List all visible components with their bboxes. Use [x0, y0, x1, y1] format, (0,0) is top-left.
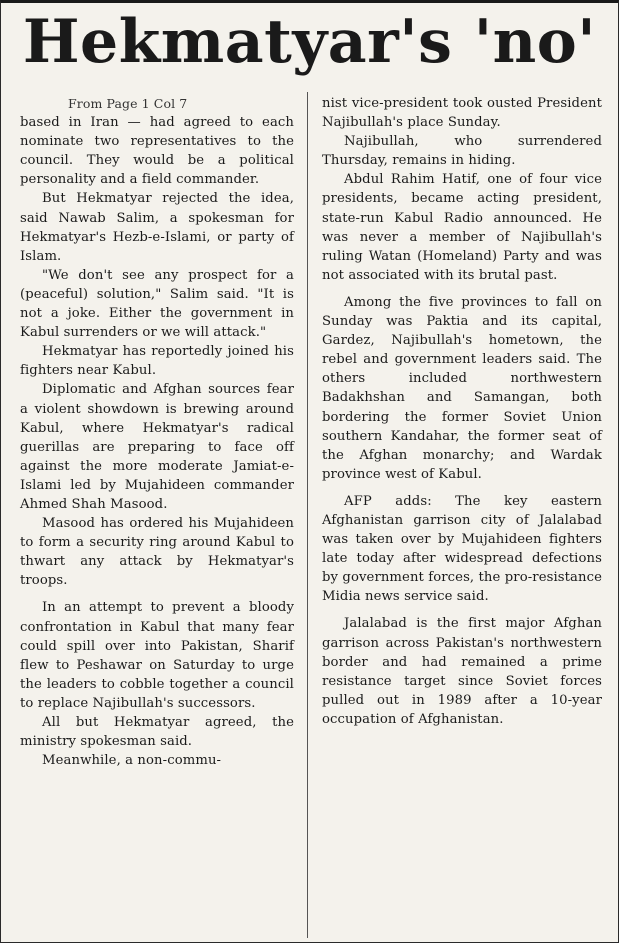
paragraph: Among the five provinces to fall on Sunday was Paktia and its capital, Gardez, Najibullah's hometown, the rebel and government leaders said. The others included northwestern Badakhshan and Samangan, both bordering the former Soviet Union southern Kandahar, the former seat of the Afghan monarchy; and Wardak province west of Kabul.	[322, 294, 602, 482]
paragraph: Jalalabad is the first major Afghan garrison across Pakistan's northwestern border and had remained a prime resistance target since Soviet forces pulled out in 1989 after a 10-year occupation of Afghanistan.	[322, 616, 602, 727]
paragraph: Hekmatyar has reportedly joined his fighters near Kabul.	[20, 344, 294, 379]
paragraph: nist vice-president took ousted President Najibullah's place Sunday.	[322, 96, 602, 131]
paragraph: Masood has ordered his Mujahideen to form a security ring around Kabul to thwart any attack by Hekmatyar's troops.	[20, 516, 294, 589]
article-column-left	[20, 94, 294, 770]
paragraph: Meanwhile, a non-commu-	[42, 753, 222, 769]
paragraph: In an attempt to prevent a bloody confrontation in Kabul that many fear could spill over into Pakistan, Sharif flew to Peshawar on Saturday to urge the leaders to cobble together a council to replace Najibullah's successors.	[20, 600, 294, 711]
column-divider	[307, 92, 308, 938]
paragraph: Abdul Rahim Hatif, one of four vice presidents, became acting president, state-run Kabul Radio announced. He was never a member of Najibullah's ruling Watan (Homeland) Party and was not associated with its brutal past.	[322, 172, 602, 283]
jump-line: From Page 1 Col 7	[68, 96, 188, 111]
paragraph: "We don't see any prospect for a (peaceful) solution," Salim said. "It is not a joke. Either the government in Kabul surrenders or we will attack."	[20, 267, 294, 341]
headline: Hekmatyar's 'no'	[22, 7, 597, 77]
article-column-right	[322, 94, 602, 729]
paragraph: But Hekmatyar rejected the idea, said Nawab Salim, a spokesman for Hekmatyar's Hezb-e-Islami, or party of Islam.	[20, 191, 294, 264]
paragraph: Diplomatic and Afghan sources fear a violent showdown is brewing around Kabul, where Hekmatyar's radical guerillas are preparing to face off against the more moderate Jamiat-e-Islami led by Mujahideen commander Ahmed Shah Masood.	[20, 382, 294, 512]
paragraph: AFP adds: The key eastern Afghanistan garrison city of Jalalabad was taken over by Mujahideen fighters late today after widespread defections by government forces, the pro-resistance Midia news service said.	[322, 493, 602, 605]
paragraph: Najibullah, who surrendered Thursday, remains in hiding.	[322, 134, 602, 169]
paragraph: based in Iran — had agreed to each nominate two representatives to the council. They would be a political personality and a field commander.	[20, 115, 294, 188]
paragraph: All but Hekmatyar agreed, the ministry spokesman said.	[20, 715, 294, 750]
